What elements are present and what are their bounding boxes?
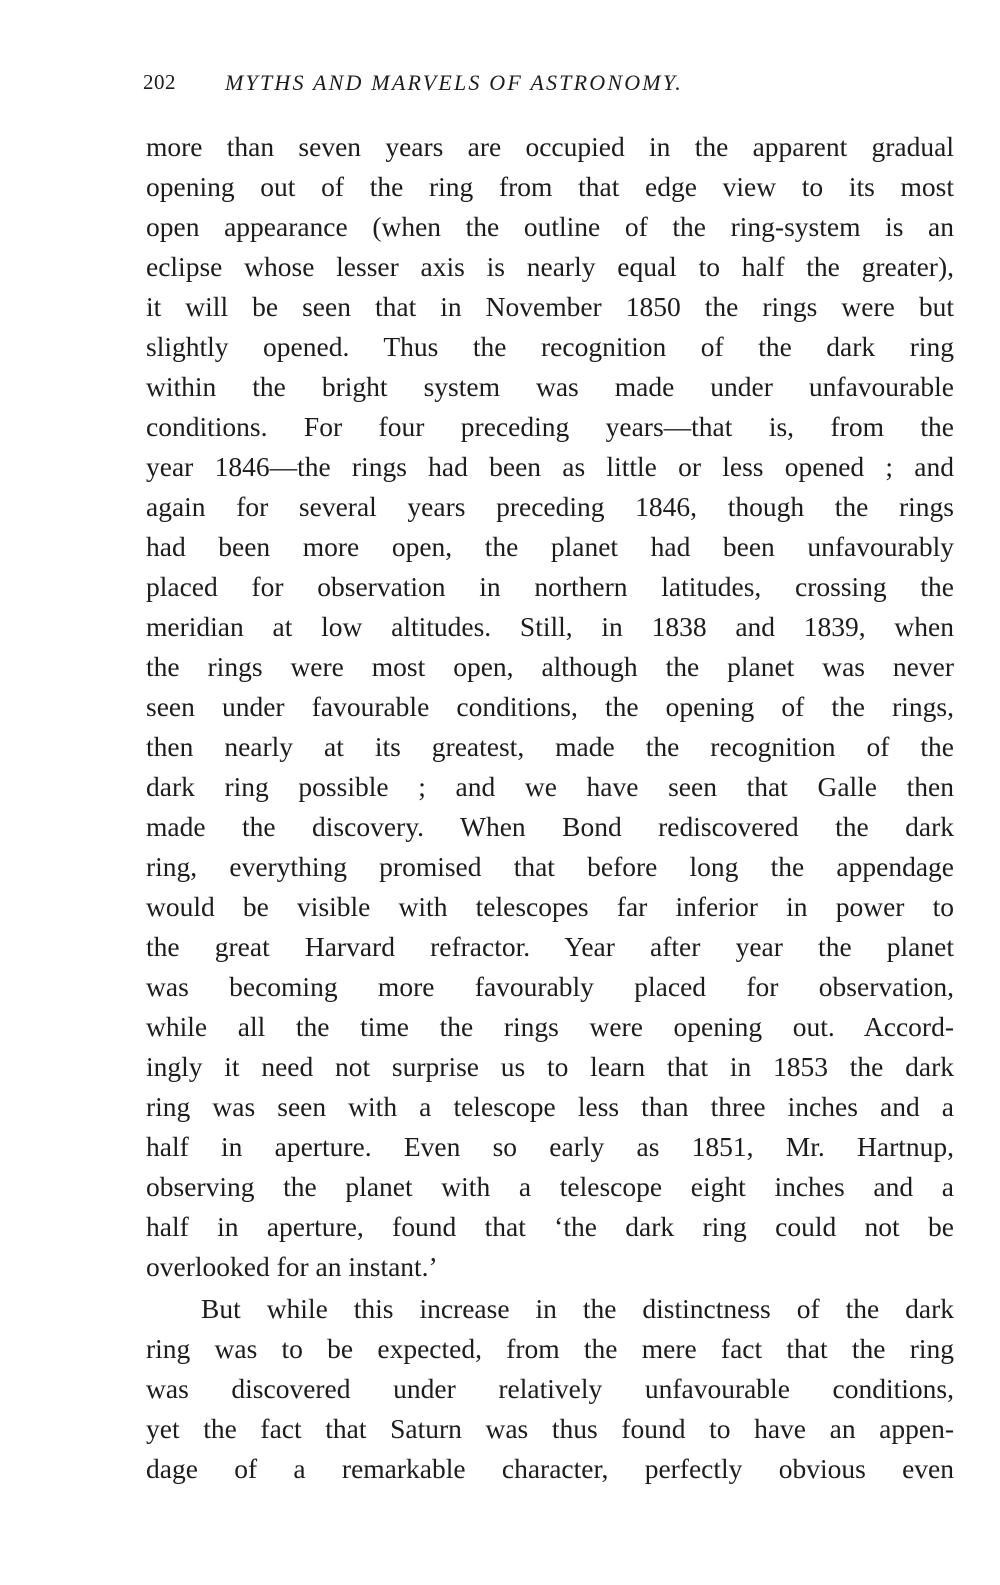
text-line: conditions. For four preceding years—that is, from the (146, 411, 954, 442)
text-line: year 1846—the rings had been as little or less opened ; and (146, 451, 954, 482)
text-line: open appearance (when the outline of the ring-system is an (146, 211, 954, 242)
text-line: then nearly at its greatest, made the recognition of the (146, 731, 954, 762)
text-line: the great Harvard refractor. Year after year the planet (146, 931, 954, 962)
text-line: again for several years preceding 1846, though the rings (146, 491, 954, 522)
text-line: had been more open, the planet had been unfavourably (146, 531, 954, 562)
text-line: opening out of the ring from that edge view to its most (146, 171, 954, 202)
text-line: it will be seen that in November 1850 the rings were but (146, 291, 954, 322)
text-line: slightly opened. Thus the recognition of the dark ring (146, 331, 954, 362)
text-line: was discovered under relatively unfavourable conditions, (146, 1373, 954, 1404)
body-text (146, 127, 954, 1489)
text-line: placed for observation in northern latitudes, crossing the (146, 571, 954, 602)
text-line: meridian at low altitudes. Still, in 1838 and 1839, when (146, 611, 954, 642)
text-line: half in aperture, found that ‘the dark ring could not be (146, 1211, 954, 1242)
text-line: half in aperture. Even so early as 1851, Mr. Hartnup, (146, 1131, 954, 1162)
text-line: was becoming more favourably placed for observation, (146, 971, 954, 1002)
text-line: yet the fact that Saturn was thus found to have an appen- (146, 1413, 954, 1444)
text-line: ring, everything promised that before long the appendage (146, 851, 954, 882)
text-line: dark ring possible ; and we have seen that Galle then (146, 771, 954, 802)
text-line: overlooked for an instant.’ (146, 1251, 438, 1282)
text-line: the rings were most open, although the planet was never (146, 651, 954, 682)
text-line: seen under favourable conditions, the opening of the rings, (146, 691, 954, 722)
page-number: 202 (143, 70, 176, 94)
text-line: within the bright system was made under unfavourable (146, 371, 954, 402)
text-line: dage of a remarkable character, perfectly obvious even (146, 1453, 954, 1484)
running-title: MYTHS AND MARVELS OF ASTRONOMY. (225, 70, 683, 95)
text-line: eclipse whose lesser axis is nearly equal to half the greater), (146, 251, 954, 282)
text-line: would be visible with telescopes far inferior in power to (146, 891, 954, 922)
text-line: But while this increase in the distinctness of the dark (201, 1293, 954, 1324)
paragraph-2 (146, 1289, 954, 1489)
text-line: ring was to be expected, from the mere fact that the ring (146, 1333, 954, 1364)
paragraph-1 (146, 127, 954, 1287)
text-line: made the discovery. When Bond rediscovered the dark (146, 811, 954, 842)
running-head (143, 70, 963, 104)
text-line: more than seven years are occupied in the apparent gradual (146, 131, 954, 162)
text-line: while all the time the rings were opening out. Accord- (146, 1011, 954, 1042)
text-line: ring was seen with a telescope less than three inches and a (146, 1091, 954, 1122)
text-line: ingly it need not surprise us to learn that in 1853 the dark (146, 1051, 954, 1082)
text-line: observing the planet with a telescope eight inches and a (146, 1171, 954, 1202)
